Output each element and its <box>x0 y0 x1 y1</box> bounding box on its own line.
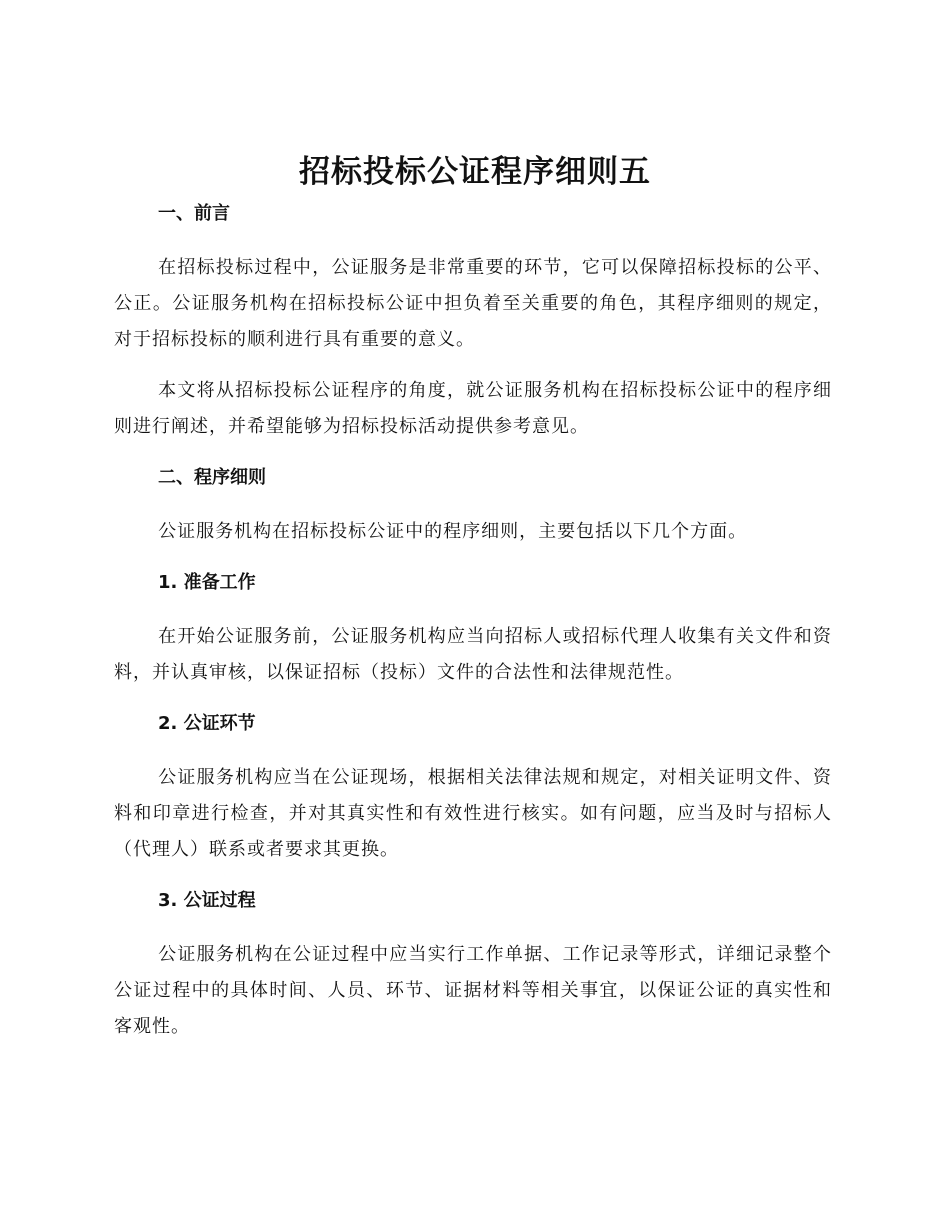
section-preparation <box>114 565 832 706</box>
paragraph: 公证服务机构在公证过程中应当实行工作单据、工作记录等形式，详细记录整个公证过程中的具体时间、人员、环节、证据材料等相关事宜，以保证公证的真实性和客观性。 <box>114 944 832 1037</box>
paragraph: 在招标投标过程中，公证服务是非常重要的环节，它可以保障招标投标的公平、公正。公证服务机构在招标投标公证中担负着至关重要的角色，其程序细则的规定，对于招标投标的顺利进行具有重要的意义。 <box>114 257 832 350</box>
paragraph: 公证服务机构在招标投标公证中的程序细则，主要包括以下几个方面。 <box>158 521 748 542</box>
section-heading: 3. 公证过程 <box>158 890 256 911</box>
section-heading: 1. 准备工作 <box>158 572 256 593</box>
section-notary-step <box>114 706 832 883</box>
section-procedure <box>114 460 832 565</box>
paragraph: 公证服务机构应当在公证现场，根据相关法律法规和规定，对相关证明文件、资料和印章进行检查，并对其真实性和有效性进行核实。如有问题，应当及时与招标人（代理人）联系或者要求其更换。 <box>114 767 832 860</box>
document-title: 招标投标公证程序细则五 <box>299 154 651 190</box>
section-heading: 二、程序细则 <box>158 467 266 488</box>
section-notary-process <box>114 883 832 1045</box>
document-body <box>114 196 832 1045</box>
section-heading: 2. 公证环节 <box>158 713 256 734</box>
paragraph: 在开始公证服务前，公证服务机构应当向招标人或招标代理人收集有关文件和资料，并认真审核，以保证招标（投标）文件的合法性和法律规范性。 <box>114 626 832 683</box>
paragraph: 本文将从招标投标公证程序的角度，就公证服务机构在招标投标公证中的程序细则进行阐述，并希望能够为招标投标活动提供参考意见。 <box>114 380 832 437</box>
section-preface <box>114 196 832 460</box>
section-heading: 一、前言 <box>158 203 230 224</box>
